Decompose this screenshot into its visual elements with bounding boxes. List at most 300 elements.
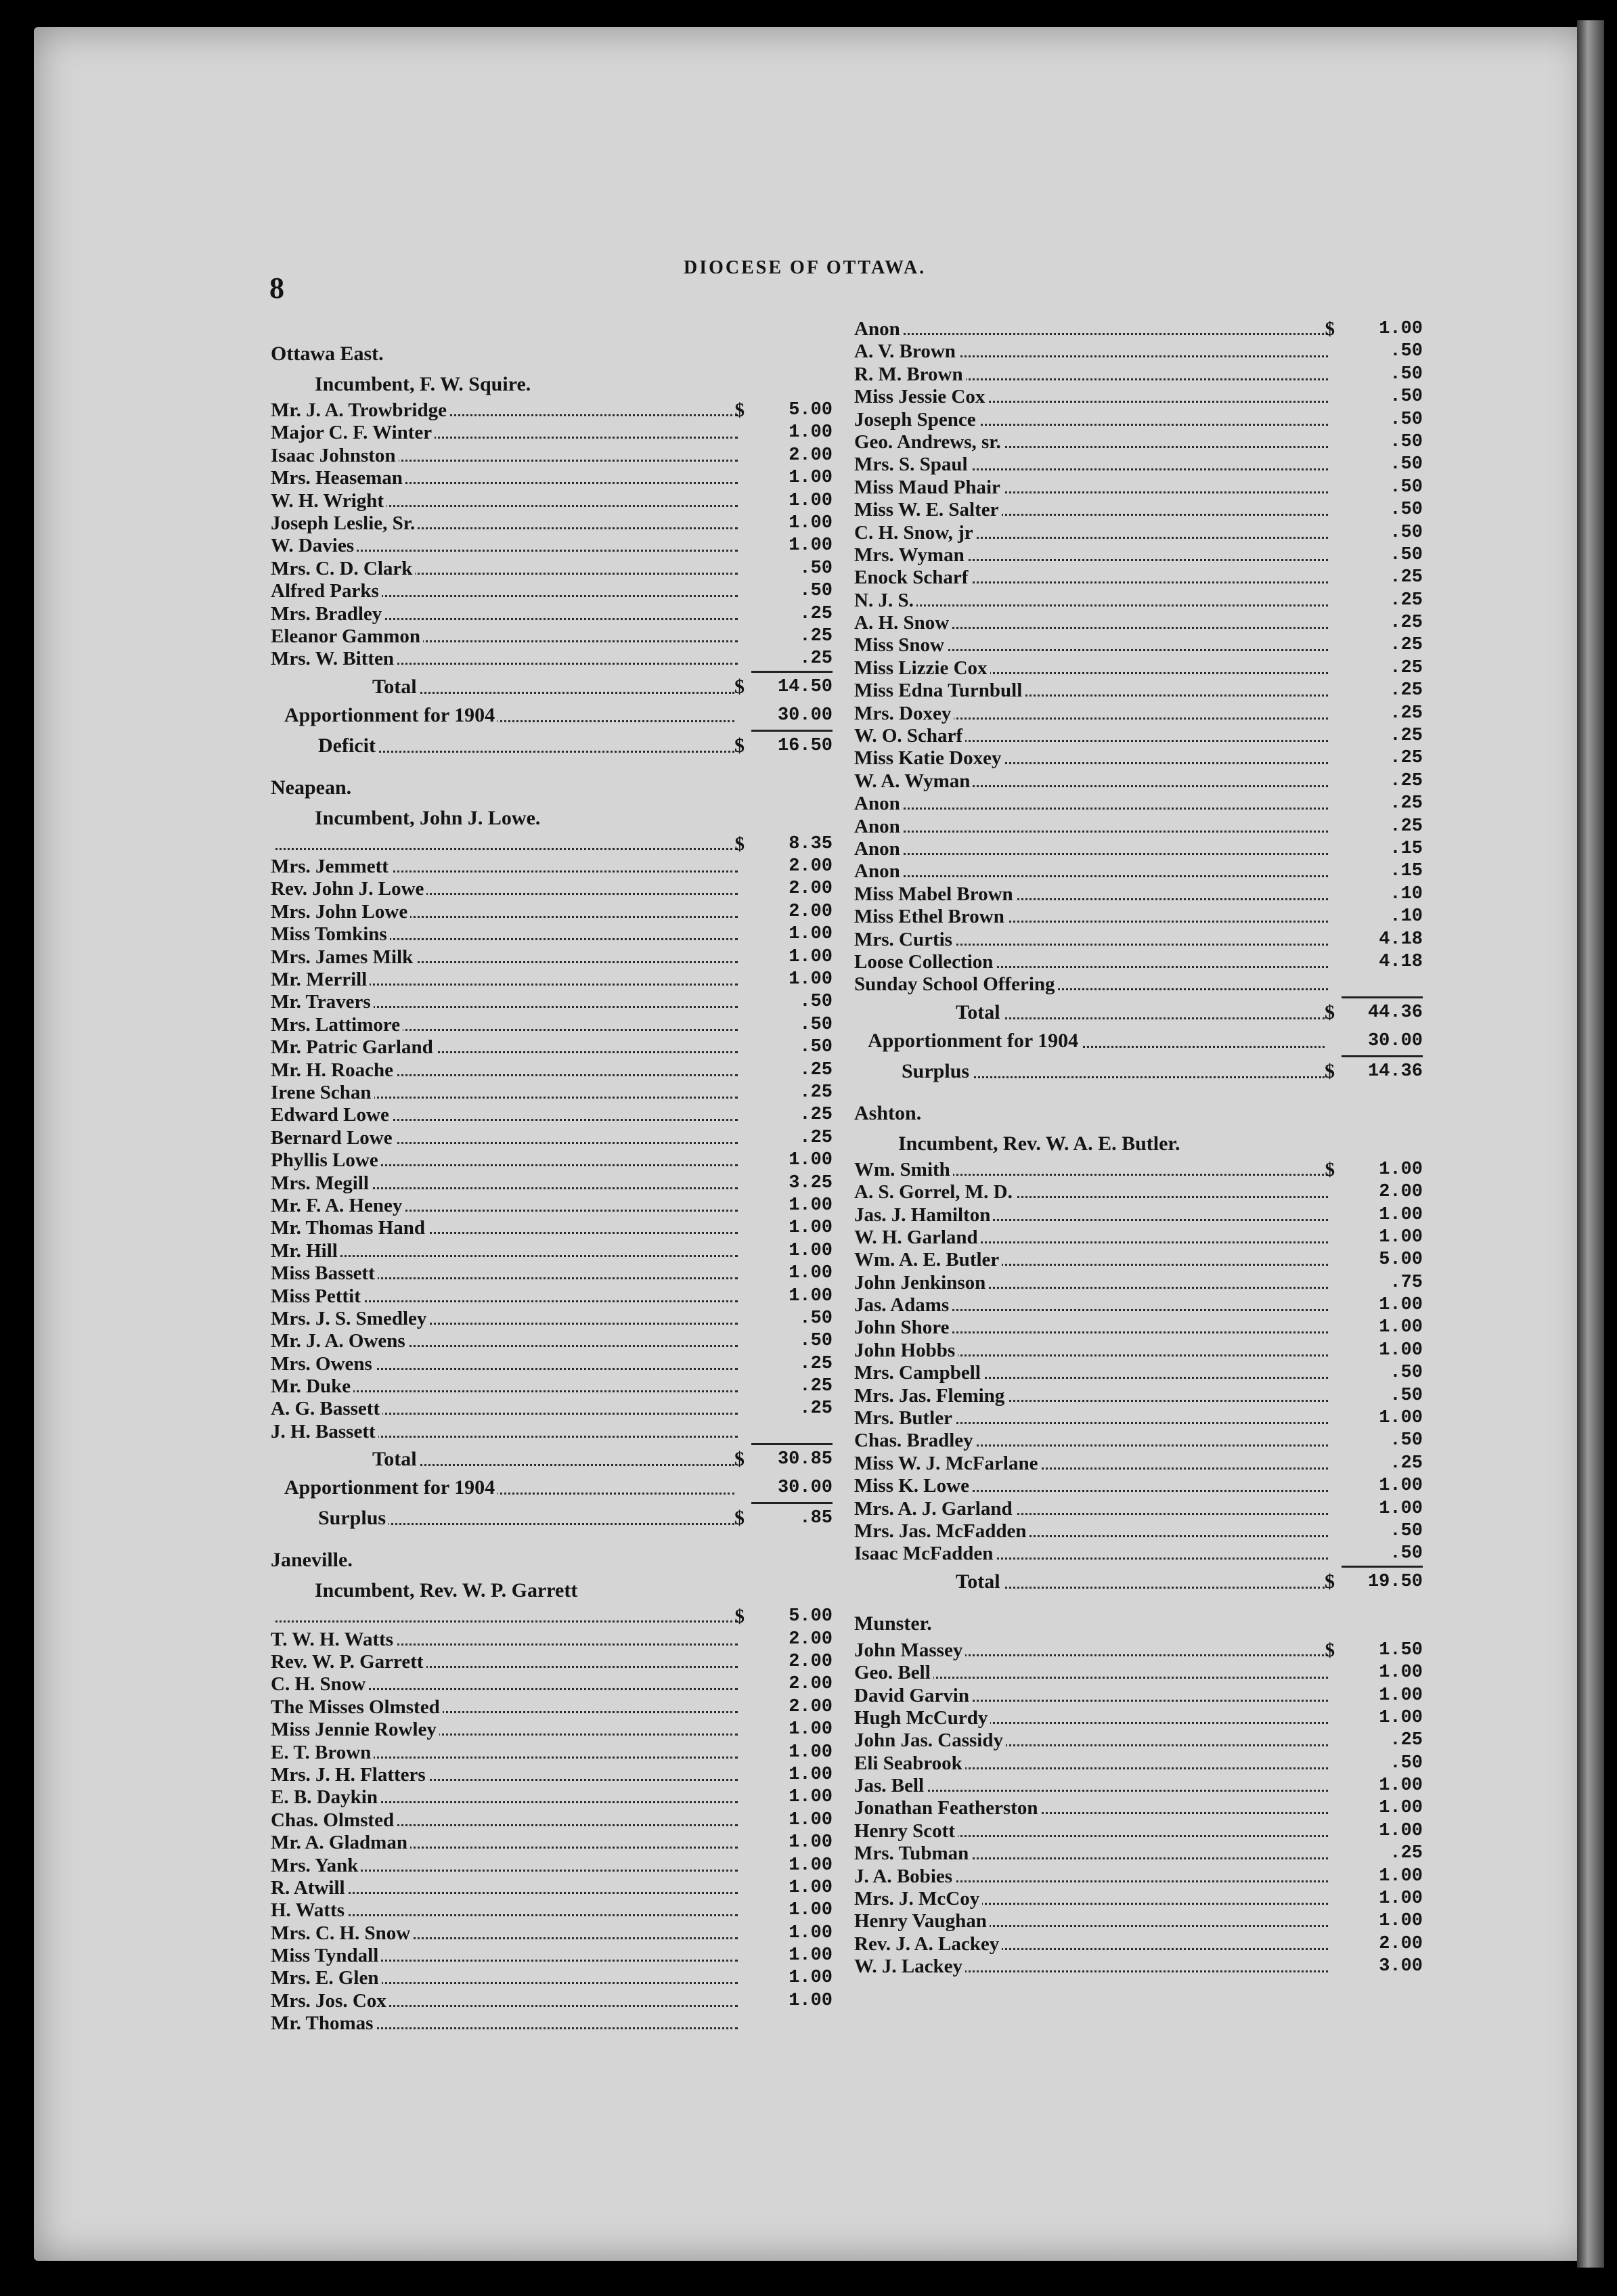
list-item bbox=[271, 490, 846, 512]
list-item bbox=[854, 1272, 1436, 1294]
donation-amount: 1.00 bbox=[789, 512, 833, 533]
list-item bbox=[271, 1786, 846, 1809]
donor-name: Mr. Hill bbox=[271, 1240, 340, 1262]
leader-dots bbox=[271, 848, 738, 850]
leader-dots bbox=[271, 1620, 738, 1622]
list-item bbox=[271, 856, 846, 878]
donor-name: Miss Tyndall bbox=[271, 1945, 381, 1966]
donor-name: Mrs. E. Glen bbox=[271, 1967, 382, 1989]
apportionment-label: Apportionment for 1904 bbox=[284, 1474, 497, 1502]
section-summary bbox=[271, 673, 846, 772]
list-item bbox=[271, 1719, 846, 1741]
donation-amount: .25 bbox=[799, 1082, 833, 1103]
result-label: Surplus bbox=[902, 1057, 972, 1086]
donation-amount: .50 bbox=[1390, 363, 1423, 384]
donation-amount: .50 bbox=[1390, 341, 1423, 362]
donor-name: Mrs. C. D. Clark bbox=[271, 558, 415, 579]
total-row bbox=[854, 1568, 1436, 1596]
leader-dots bbox=[854, 853, 1328, 855]
donation-amount: .25 bbox=[1390, 816, 1423, 837]
list-item bbox=[271, 580, 846, 602]
donation-amount: 1.00 bbox=[789, 1877, 833, 1898]
list-item bbox=[271, 1195, 846, 1217]
list-item bbox=[854, 1662, 1436, 1684]
list-item bbox=[271, 1696, 846, 1719]
list-item bbox=[854, 1910, 1436, 1933]
list-item bbox=[854, 1820, 1436, 1842]
entry-list bbox=[854, 318, 1436, 996]
list-item bbox=[271, 1764, 846, 1786]
list-item bbox=[854, 1797, 1436, 1819]
donor-name: E. B. Daykin bbox=[271, 1786, 380, 1808]
list-item bbox=[854, 590, 1436, 612]
donation-amount: .25 bbox=[799, 1353, 833, 1374]
donation-amount: 1.00 bbox=[789, 535, 833, 556]
list-item bbox=[854, 1866, 1436, 1888]
donor-name: Miss Snow bbox=[854, 634, 947, 656]
donation-amount: .50 bbox=[1390, 1363, 1423, 1384]
donor-name: Miss Pettit bbox=[271, 1285, 363, 1307]
list-item bbox=[271, 901, 846, 923]
section-gap bbox=[854, 1596, 1436, 1608]
incumbent-line: Incumbent, John J. Lowe. bbox=[315, 806, 541, 829]
page-number: 8 bbox=[269, 271, 284, 305]
list-item bbox=[854, 612, 1436, 634]
donation-amount: 1.00 bbox=[789, 1218, 833, 1239]
list-item bbox=[271, 1330, 846, 1352]
donor-name: T. W. H. Watts bbox=[271, 1629, 396, 1650]
list-item bbox=[271, 1285, 846, 1308]
apportionment-row bbox=[271, 1474, 846, 1502]
donation-amount: 1.00 bbox=[1379, 1820, 1423, 1841]
result-amount: 14.36 bbox=[1367, 1061, 1423, 1082]
donor-name: Mrs. Jos. Cox bbox=[271, 1990, 389, 2012]
donor-name: E. T. Brown bbox=[271, 1742, 374, 1763]
donor-name: Mrs. Megill bbox=[271, 1172, 372, 1194]
apportionment-row bbox=[854, 1027, 1436, 1055]
donation-amount: 1.00 bbox=[789, 1285, 833, 1306]
list-item bbox=[854, 770, 1436, 793]
list-item bbox=[271, 946, 846, 969]
list-item bbox=[271, 1922, 846, 1945]
donor-name: Wm. Smith bbox=[854, 1159, 953, 1180]
list-item bbox=[854, 386, 1436, 408]
donation-amount: 1.00 bbox=[789, 490, 833, 511]
donor-name: Phyllis Lowe bbox=[271, 1149, 381, 1171]
donation-amount: 1.00 bbox=[789, 422, 833, 443]
donation-amount: 1.00 bbox=[789, 1195, 833, 1216]
total-row bbox=[854, 998, 1436, 1027]
entry-list bbox=[271, 833, 846, 1444]
donor-name: W. H. Garland bbox=[854, 1227, 981, 1248]
donation-amount: .25 bbox=[1390, 613, 1423, 634]
list-item bbox=[854, 1639, 1436, 1662]
list-item bbox=[854, 477, 1436, 499]
donation-amount: .50 bbox=[1390, 544, 1423, 565]
donation-amount: 1.00 bbox=[789, 1742, 833, 1763]
donation-amount: 1.00 bbox=[1379, 1408, 1423, 1429]
list-item bbox=[271, 1353, 846, 1375]
donation-amount: 1.00 bbox=[789, 1922, 833, 1943]
donor-name: Mrs. Curtis bbox=[854, 929, 955, 950]
donation-amount: 5.00 bbox=[1379, 1250, 1423, 1271]
donor-name: John Jas. Cassidy bbox=[854, 1729, 1006, 1751]
section-gap bbox=[271, 760, 846, 772]
donation-amount: .50 bbox=[1390, 477, 1423, 498]
donor-name: W. J. Lackey bbox=[854, 1956, 965, 1977]
donor-name: Mrs. Doxey bbox=[854, 703, 954, 724]
list-item bbox=[271, 969, 846, 991]
donor-name: W. Davies bbox=[271, 535, 357, 556]
donation-amount: .25 bbox=[799, 603, 833, 624]
donation-amount: .50 bbox=[1390, 500, 1423, 521]
donation-amount: .10 bbox=[1390, 906, 1423, 927]
donation-amount: 1.00 bbox=[789, 1855, 833, 1876]
list-item bbox=[271, 1899, 846, 1922]
dollar-sign: $ bbox=[1325, 1570, 1335, 1593]
donation-amount: .25 bbox=[1390, 1730, 1423, 1751]
entry-list bbox=[854, 1639, 1436, 1979]
result-amount: .85 bbox=[799, 1508, 833, 1529]
donor-name: Chas. Olmsted bbox=[271, 1809, 397, 1831]
list-item bbox=[271, 422, 846, 444]
list-item bbox=[271, 558, 846, 580]
donor-name: Alfred Parks bbox=[271, 580, 382, 602]
donor-name: Enock Scharf bbox=[854, 567, 971, 588]
list-item bbox=[854, 363, 1436, 386]
total-label: Total bbox=[372, 1445, 420, 1474]
donation-amount: 2.00 bbox=[789, 856, 833, 877]
donor-name: Jas. J. Hamilton bbox=[854, 1204, 993, 1226]
apportionment-label: Apportionment for 1904 bbox=[868, 1027, 1081, 1055]
dollar-sign: $ bbox=[734, 734, 745, 757]
donor-name: Mrs. C. H. Snow bbox=[271, 1922, 413, 1944]
donation-amount: 1.00 bbox=[789, 1968, 833, 1989]
donor-name: Mr. Merrill bbox=[271, 969, 370, 990]
donor-name: Anon bbox=[854, 860, 903, 882]
donation-amount: 4.18 bbox=[1379, 951, 1423, 972]
list-item bbox=[854, 816, 1436, 838]
donor-name: Miss Katie Doxey bbox=[854, 747, 1004, 769]
list-item bbox=[854, 340, 1436, 363]
total-label: Total bbox=[956, 1568, 1003, 1596]
donor-name: Mr. J. A. Owens bbox=[271, 1330, 408, 1352]
list-item bbox=[271, 1651, 846, 1673]
donation-amount: 1.00 bbox=[1379, 319, 1423, 339]
entry-list bbox=[854, 1159, 1436, 1566]
donor-name: Mrs. John Lowe bbox=[271, 901, 410, 923]
list-item bbox=[271, 1967, 846, 1989]
list-item bbox=[854, 1407, 1436, 1430]
donation-amount: 1.00 bbox=[1379, 1159, 1423, 1180]
donor-name: Mr. Travers bbox=[271, 991, 374, 1013]
donor-name: Mrs. Butler bbox=[854, 1407, 955, 1429]
donor-name: W. A. Wyman bbox=[854, 770, 973, 792]
donor-name: Rev. J. A. Lackey bbox=[854, 1933, 1002, 1955]
list-item bbox=[854, 1956, 1436, 1978]
list-item bbox=[271, 1082, 846, 1104]
donation-amount: 1.00 bbox=[1379, 1340, 1423, 1361]
donation-amount: 3.25 bbox=[789, 1172, 833, 1193]
donor-name: Miss W. E. Salter bbox=[854, 499, 1002, 521]
leader-dots bbox=[854, 808, 1328, 810]
total-amount: 14.50 bbox=[777, 676, 833, 697]
list-item bbox=[854, 1340, 1436, 1362]
donation-amount: 1.00 bbox=[1379, 1662, 1423, 1683]
list-item bbox=[854, 1430, 1436, 1452]
list-item bbox=[271, 399, 846, 422]
donor-name: Mrs. Heaseman bbox=[271, 467, 405, 489]
donor-name: Mr. Patric Garland bbox=[271, 1036, 436, 1058]
dollar-sign: $ bbox=[1325, 1639, 1335, 1661]
donation-amount: 1.00 bbox=[1379, 1295, 1423, 1316]
leader-dots bbox=[372, 1464, 734, 1466]
donor-name: Mrs. Yank bbox=[271, 1855, 361, 1876]
donation-amount: 1.00 bbox=[789, 1809, 833, 1830]
donation-amount: .25 bbox=[1390, 748, 1423, 769]
donation-amount: 2.00 bbox=[789, 879, 833, 900]
donor-name: John Hobbs bbox=[854, 1340, 958, 1361]
list-item bbox=[271, 878, 846, 900]
result-row bbox=[271, 732, 846, 760]
donor-name: Eleanor Gammon bbox=[271, 625, 423, 647]
donation-amount: 1.00 bbox=[1379, 1866, 1423, 1886]
donation-amount: .25 bbox=[1390, 793, 1423, 814]
donation-amount: .25 bbox=[1390, 1453, 1423, 1474]
donor-name: Mrs. S. Spaul bbox=[854, 454, 971, 475]
donor-name: A. V. Brown bbox=[854, 340, 958, 362]
list-item bbox=[271, 1375, 846, 1398]
donor-name: Wm. A. E. Butler bbox=[854, 1249, 1002, 1271]
section-title: Ashton. bbox=[854, 1101, 922, 1124]
donation-amount: 2.00 bbox=[789, 1674, 833, 1695]
list-item bbox=[271, 833, 846, 856]
list-item bbox=[854, 634, 1436, 657]
donation-amount: 1.00 bbox=[1379, 1227, 1423, 1248]
list-item bbox=[271, 923, 846, 946]
total-amount: 30.85 bbox=[777, 1449, 833, 1470]
list-item bbox=[854, 680, 1436, 702]
donation-amount: 1.00 bbox=[789, 1832, 833, 1853]
donor-name: Loose Collection bbox=[854, 951, 996, 973]
list-item bbox=[854, 1729, 1436, 1752]
list-item bbox=[271, 1809, 846, 1832]
donor-name: Isaac Johnston bbox=[271, 445, 399, 466]
donation-amount: 5.00 bbox=[789, 1606, 833, 1627]
donor-name: Miss Maud Phair bbox=[854, 477, 1003, 498]
list-item bbox=[271, 1240, 846, 1262]
donor-name bbox=[271, 833, 273, 855]
list-item bbox=[271, 1673, 846, 1696]
donation-amount: 1.00 bbox=[789, 1900, 833, 1921]
list-item bbox=[854, 725, 1436, 747]
list-item bbox=[854, 657, 1436, 680]
apportionment-row bbox=[271, 701, 846, 730]
list-item bbox=[854, 883, 1436, 906]
donation-amount: .25 bbox=[1390, 567, 1423, 588]
donation-amount: 2.00 bbox=[789, 901, 833, 922]
donor-name: Mrs. J. S. Smedley bbox=[271, 1308, 429, 1329]
donor-name: Miss Edna Turnbull bbox=[854, 680, 1025, 701]
list-item bbox=[271, 1127, 846, 1149]
donation-amount: 1.00 bbox=[789, 1990, 833, 2011]
donation-amount: .25 bbox=[799, 1398, 833, 1419]
list-item bbox=[271, 1855, 846, 1877]
apportionment-amount: 30.00 bbox=[1367, 1030, 1423, 1051]
donor-name: Jas. Bell bbox=[854, 1775, 927, 1796]
left-column bbox=[271, 338, 846, 2035]
donation-amount: 1.00 bbox=[1379, 1798, 1423, 1819]
donation-amount: 1.00 bbox=[789, 969, 833, 990]
donor-name: Geo. Andrews, sr. bbox=[854, 431, 1004, 453]
right-column bbox=[854, 318, 1436, 1979]
incumbent-line: Incumbent, Rev. W. P. Garrett bbox=[315, 1579, 578, 1602]
donation-amount: 1.00 bbox=[789, 1240, 833, 1261]
list-item bbox=[854, 1453, 1436, 1475]
list-item bbox=[271, 1832, 846, 1854]
running-head: DIOCESE OF OTTAWA. bbox=[684, 257, 927, 278]
donor-name: Mrs. Bradley bbox=[271, 603, 384, 625]
total-row bbox=[271, 1445, 846, 1474]
list-item bbox=[271, 603, 846, 625]
donor-name: A. G. Bassett bbox=[271, 1398, 382, 1419]
donor-name: R. M. Brown bbox=[854, 363, 966, 385]
section-gap bbox=[271, 1532, 846, 1545]
donor-name: Mr. Thomas bbox=[271, 2012, 376, 2034]
list-item bbox=[854, 1227, 1436, 1249]
donor-name: J. H. Bassett bbox=[271, 1421, 378, 1442]
donation-amount: .25 bbox=[799, 648, 833, 669]
donation-amount: .75 bbox=[1390, 1272, 1423, 1293]
donor-name bbox=[271, 1606, 273, 1627]
donor-name: Eli Seabrook bbox=[854, 1752, 965, 1774]
donation-amount: 1.00 bbox=[789, 924, 833, 945]
donor-name: Mrs. James Milk bbox=[271, 946, 416, 968]
list-item bbox=[271, 1059, 846, 1082]
dollar-sign: $ bbox=[1325, 1158, 1335, 1180]
list-item bbox=[854, 1475, 1436, 1497]
leader-dots bbox=[318, 751, 734, 753]
list-item bbox=[854, 951, 1436, 973]
donation-amount: .50 bbox=[1390, 1430, 1423, 1451]
dollar-sign: $ bbox=[734, 1507, 745, 1530]
donation-amount: 4.18 bbox=[1379, 929, 1423, 950]
list-item bbox=[271, 1014, 846, 1036]
section-summary bbox=[854, 998, 1436, 1098]
list-item bbox=[271, 648, 846, 670]
donation-amount: .25 bbox=[1390, 1843, 1423, 1864]
donor-name: Mr. H. Roache bbox=[271, 1059, 396, 1081]
section-title: Neapean. bbox=[271, 776, 352, 799]
total-amount: 19.50 bbox=[1367, 1571, 1423, 1592]
donor-name: Miss Tomkins bbox=[271, 923, 390, 945]
donor-name: Mrs. Jemmett bbox=[271, 856, 391, 877]
donor-name: Mr. Duke bbox=[271, 1375, 353, 1397]
list-item bbox=[271, 991, 846, 1013]
donor-name: A. S. Gorrel, M. D. bbox=[854, 1181, 1015, 1203]
page-edge bbox=[1577, 20, 1604, 2268]
section-gap bbox=[854, 1086, 1436, 1098]
donor-name: Joseph Spence bbox=[854, 409, 979, 430]
list-item bbox=[271, 1217, 846, 1239]
donor-name: Anon bbox=[854, 816, 903, 837]
donation-amount: .50 bbox=[1390, 431, 1423, 452]
list-item bbox=[854, 522, 1436, 544]
list-item bbox=[271, 1398, 846, 1420]
donation-amount: .25 bbox=[799, 1105, 833, 1126]
donor-name: Bernard Lowe bbox=[271, 1127, 395, 1149]
donor-name: Mr. J. A. Trowbridge bbox=[271, 399, 449, 421]
list-item bbox=[854, 1775, 1436, 1797]
donor-name: Rev. W. P. Garrett bbox=[271, 1651, 426, 1673]
incumbent-line: Incumbent, F. W. Squire. bbox=[315, 373, 531, 395]
donation-amount: 8.35 bbox=[789, 833, 833, 854]
donor-name: John Shore bbox=[854, 1317, 952, 1338]
donation-amount: 1.00 bbox=[1379, 1775, 1423, 1796]
donor-name: W. H. Wright bbox=[271, 490, 386, 512]
donation-amount: .25 bbox=[1390, 590, 1423, 611]
list-item bbox=[854, 1294, 1436, 1317]
donor-name: W. O. Scharf bbox=[854, 725, 965, 747]
list-item bbox=[854, 860, 1436, 883]
list-item bbox=[271, 1629, 846, 1651]
donor-name: Miss Mabel Brown bbox=[854, 883, 1016, 905]
list-item bbox=[271, 1104, 846, 1126]
dollar-sign: $ bbox=[1325, 1059, 1335, 1082]
dollar-sign: $ bbox=[734, 833, 745, 855]
donor-name: Miss Jessie Cox bbox=[854, 386, 988, 407]
list-item bbox=[271, 1945, 846, 1967]
entry-list bbox=[271, 399, 846, 671]
donor-name: Mrs. W. Bitten bbox=[271, 648, 397, 669]
list-item bbox=[854, 1204, 1436, 1227]
donor-name: Sunday School Offering bbox=[854, 973, 1058, 995]
donation-amount: 1.00 bbox=[1379, 1911, 1423, 1932]
donor-name: Jas. Adams bbox=[854, 1294, 952, 1316]
donor-name: A. H. Snow bbox=[854, 612, 952, 634]
list-item bbox=[854, 1752, 1436, 1775]
donor-name: Edward Lowe bbox=[271, 1104, 392, 1126]
donor-name: Miss Lizzie Cox bbox=[854, 657, 990, 679]
donor-name: Mrs. Owens bbox=[271, 1353, 375, 1375]
donor-name: N. J. S. bbox=[854, 590, 916, 611]
donation-amount: 1.00 bbox=[789, 1787, 833, 1808]
list-item bbox=[854, 1685, 1436, 1707]
donation-amount: 3.00 bbox=[1379, 1956, 1423, 1977]
donor-name: Geo. Bell bbox=[854, 1662, 933, 1683]
donor-name: Mrs. J. McCoy bbox=[854, 1888, 982, 1909]
list-item bbox=[271, 1877, 846, 1899]
donation-amount: 1.50 bbox=[1379, 1639, 1423, 1660]
list-item bbox=[271, 1742, 846, 1764]
leader-dots bbox=[271, 1255, 738, 1257]
list-item bbox=[271, 1172, 846, 1195]
section-title: Ottawa East. bbox=[271, 343, 384, 365]
donation-amount: .50 bbox=[799, 581, 833, 602]
list-item bbox=[854, 544, 1436, 567]
list-item bbox=[854, 1543, 1436, 1565]
donor-name: Hugh McCurdy bbox=[854, 1707, 990, 1729]
apportionment-amount: 30.00 bbox=[777, 705, 833, 726]
list-item bbox=[271, 625, 846, 648]
donor-name: Isaac McFadden bbox=[854, 1543, 996, 1564]
donation-amount: .15 bbox=[1390, 861, 1423, 882]
dollar-sign: $ bbox=[734, 399, 745, 421]
list-item bbox=[271, 467, 846, 489]
donation-amount: 1.00 bbox=[1379, 1204, 1423, 1225]
donor-name: Mrs. Jas. McFadden bbox=[854, 1520, 1029, 1542]
donor-name: Mr. Thomas Hand bbox=[271, 1217, 428, 1239]
